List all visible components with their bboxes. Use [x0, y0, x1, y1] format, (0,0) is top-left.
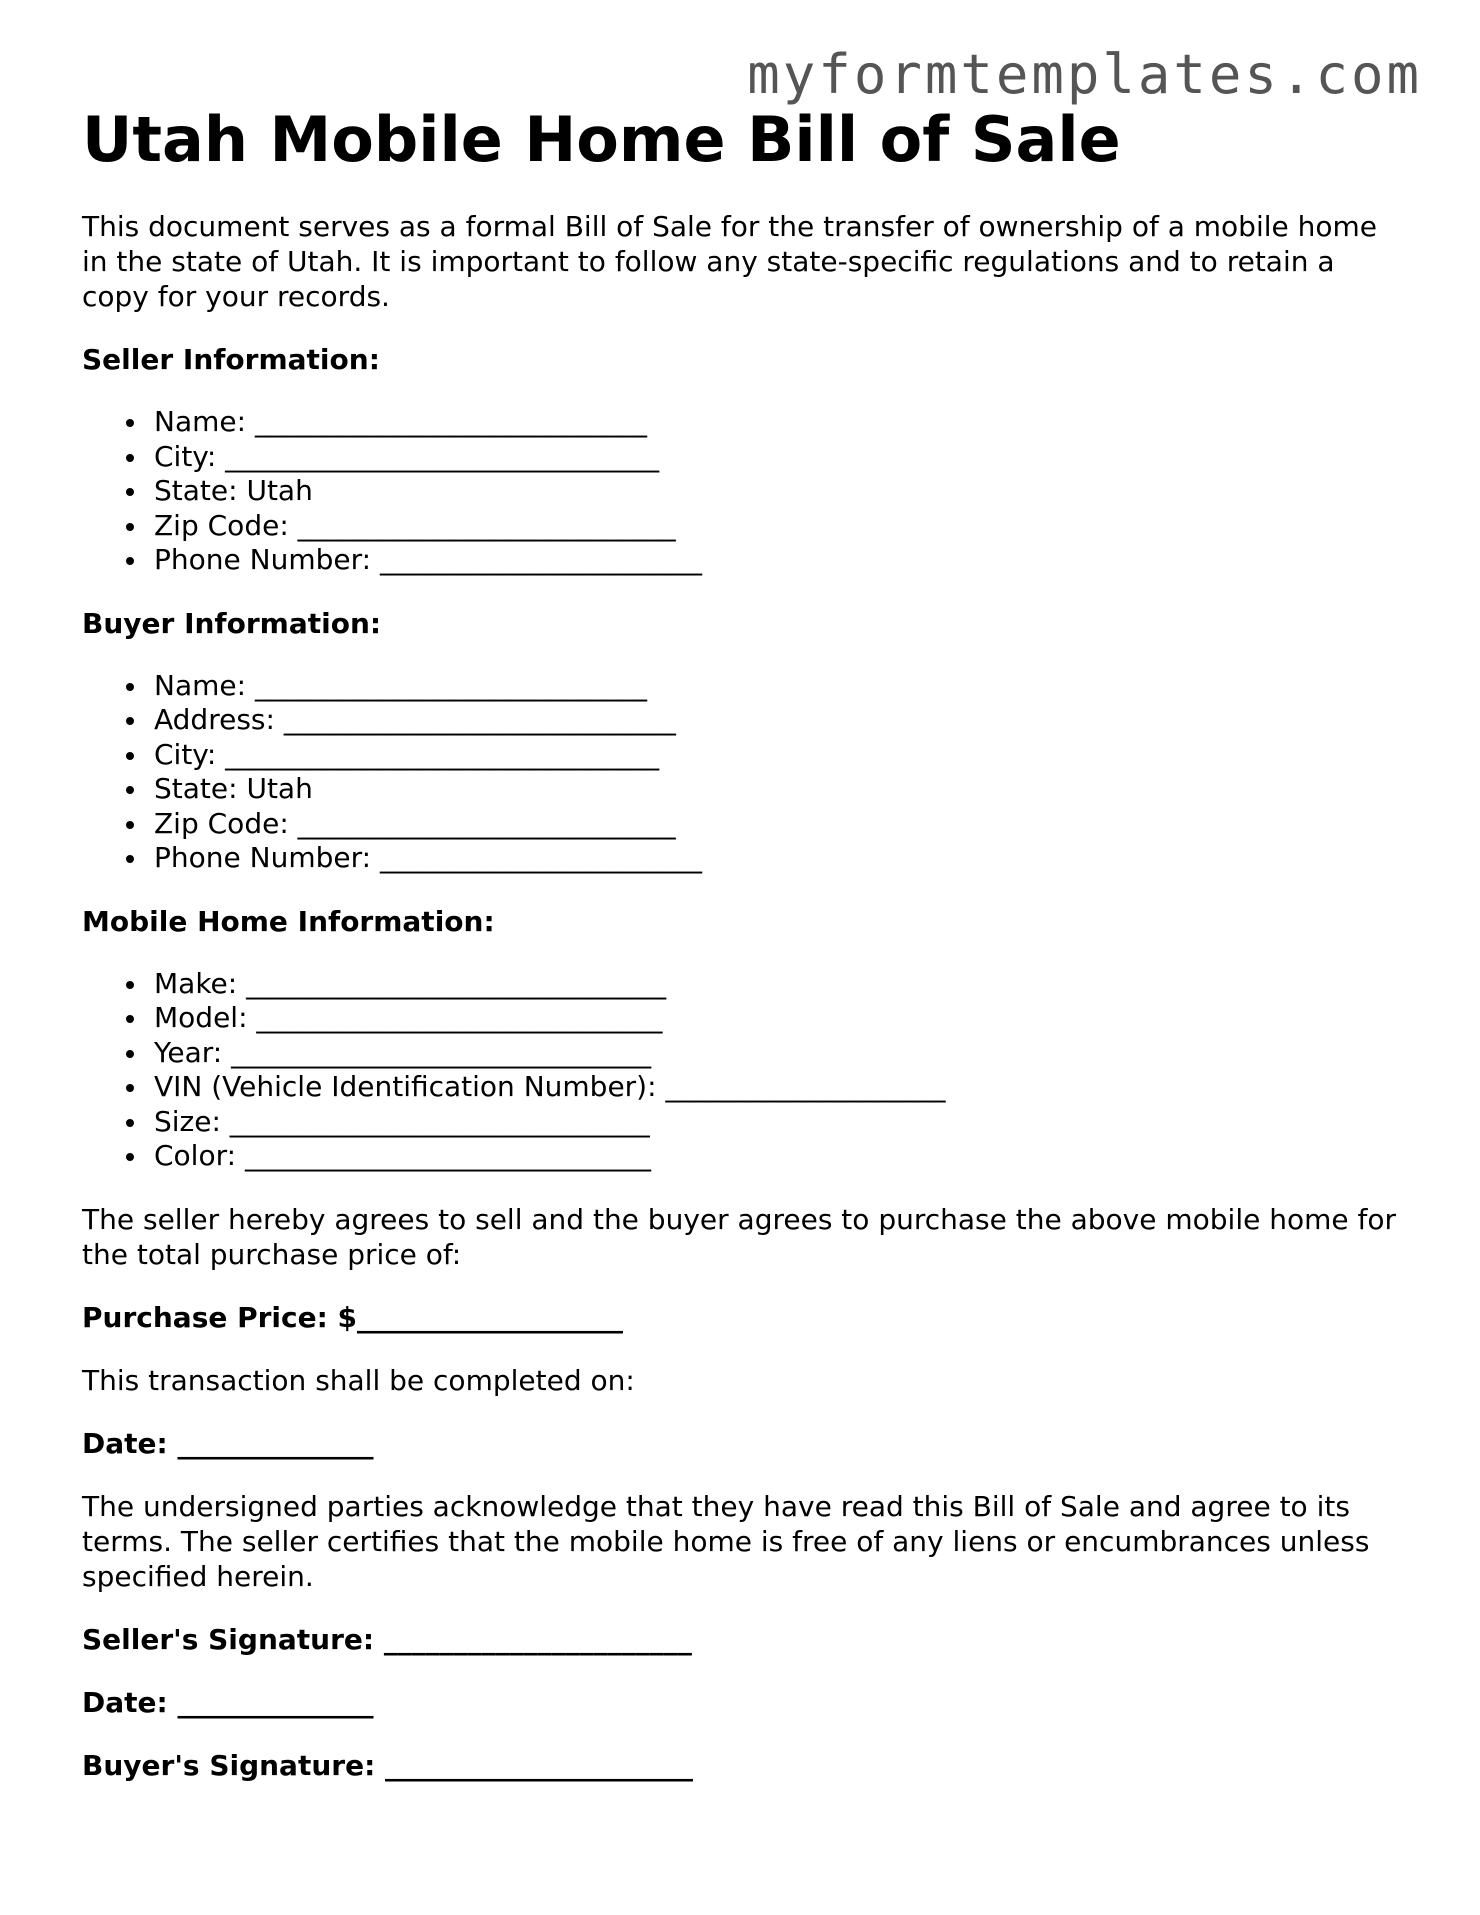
buyer-signature-field: Buyer's Signature: ______________________	[82, 1748, 694, 1782]
buyer-address-field: Address: ____________________________	[154, 703, 1402, 738]
acknowledgement-paragraph: The undersigned parties acknowledge that they have read this Bill of Sale and agree to its terms. The seller certifies that the mobile home is free of any liens or encumbrances unless specified herein.	[82, 1489, 1370, 1593]
buyer-section-heading: Buyer Information:	[82, 606, 382, 640]
home-vin-field: VIN (Vehicle Identification Number): ____________________	[154, 1070, 1402, 1105]
home-year-field: Year: ______________________________	[154, 1036, 1402, 1071]
buyer-state-field: State: Utah	[154, 772, 1402, 807]
completion-text: This transaction shall be completed on:	[82, 1363, 635, 1397]
buyer-phone-field: Phone Number: _______________________	[154, 841, 1402, 876]
seller-signature-date-field: Date: ______________	[82, 1685, 374, 1719]
buyer-info-list	[82, 669, 1402, 876]
home-model-field: Model: _____________________________	[154, 1001, 1402, 1036]
home-make-field: Make: ______________________________	[154, 967, 1402, 1002]
document-title: Utah Mobile Home Bill of Sale	[82, 103, 1121, 176]
seller-phone-field: Phone Number: _______________________	[154, 543, 1402, 578]
agreement-paragraph: The seller hereby agrees to sell and the buyer agrees to purchase the above mobile home for the total purchase price of:	[82, 1202, 1397, 1271]
seller-signature-field: Seller's Signature: ______________________	[82, 1622, 692, 1656]
home-info-list	[82, 967, 1402, 1174]
home-section-heading: Mobile Home Information:	[82, 904, 495, 938]
transaction-date-field: Date: ______________	[82, 1426, 374, 1460]
watermark: myformtemplates.com	[747, 43, 1422, 106]
buyer-zip-field: Zip Code: ___________________________	[154, 807, 1402, 842]
purchase-price-field: Purchase Price: $___________________	[82, 1300, 624, 1334]
buyer-city-field: City: _______________________________	[154, 738, 1402, 773]
home-color-field: Color: _____________________________	[154, 1139, 1402, 1174]
seller-zip-field: Zip Code: ___________________________	[154, 509, 1402, 544]
seller-info-list	[82, 405, 1402, 578]
seller-section-heading: Seller Information:	[82, 343, 380, 377]
home-size-field: Size: ______________________________	[154, 1105, 1402, 1140]
seller-city-field: City: _______________________________	[154, 440, 1402, 475]
intro-paragraph: This document serves as a formal Bill of Sale for the transfer of ownership of a mobile home in the state of Utah. It is important to follow any state-specific regulations and to retain a copy for your records.	[82, 210, 1378, 314]
buyer-name-field: Name: ____________________________	[154, 669, 1402, 704]
seller-name-field: Name: ____________________________	[154, 405, 1402, 440]
seller-state-field: State: Utah	[154, 474, 1402, 509]
document-page	[82, 104, 1402, 1783]
